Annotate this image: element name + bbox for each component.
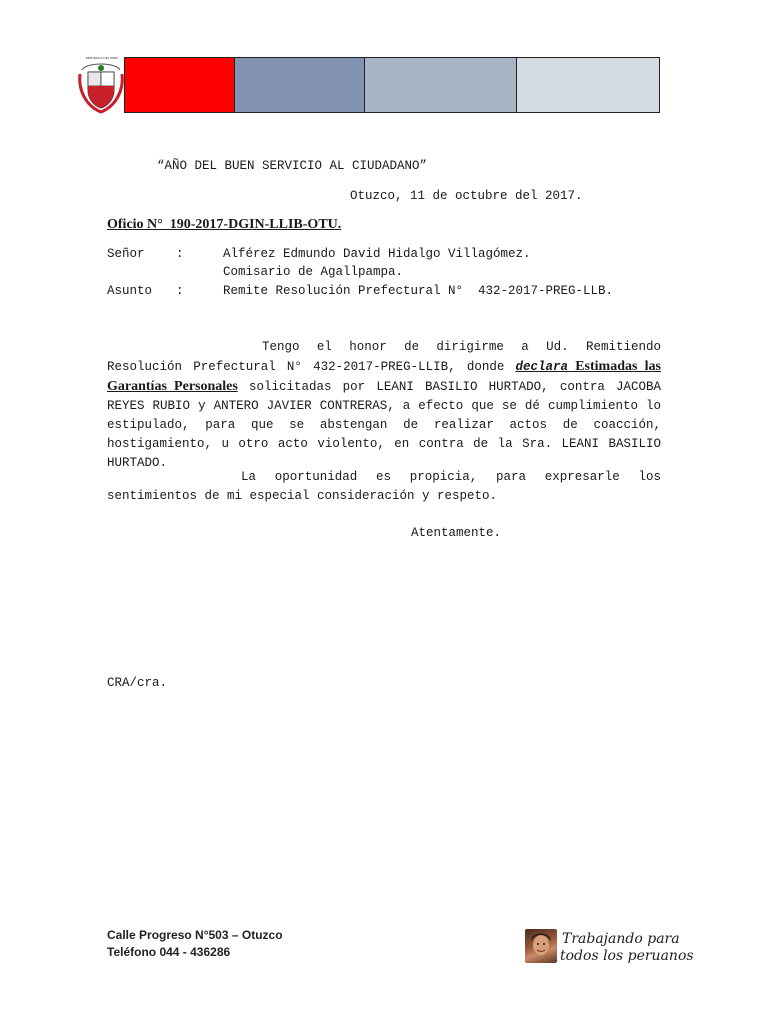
band-segment-slate	[235, 58, 365, 112]
peru-coat-of-arms-icon	[76, 56, 126, 114]
year-motto: “AÑO DEL BUEN SERVICIO AL CIUDADANO”	[157, 159, 428, 173]
band-segment-red	[125, 58, 235, 112]
body-paragraph-2: La oportunidad es propicia, para expresarle los sentimientos de mi especial consideración y respeto.	[107, 470, 661, 503]
seal-caption: REPUBLICA DEL PERU	[85, 56, 119, 60]
closing: Atentamente.	[411, 526, 502, 540]
asunto-colon: :	[176, 284, 184, 298]
place-date: Otuzco, 11 de octubre del 2017.	[350, 189, 583, 203]
body-paragraph-1	[107, 338, 661, 473]
footer-address: Calle Progreso N°503 – Otuzco	[107, 928, 283, 942]
p1-declara: declara	[515, 360, 569, 374]
asunto-text: Remite Resolución Prefectural N° 432-2017-PREG-LLB.	[223, 284, 614, 298]
senor-colon: :	[176, 247, 184, 261]
band-segment-gray-blue	[365, 58, 517, 112]
footer-phone: Teléfono 044 - 436286	[107, 945, 231, 959]
asunto-label: Asunto	[107, 284, 153, 298]
footer-slogan-line-1: Trabajando para	[562, 931, 680, 947]
band-segment-light	[517, 58, 659, 112]
footer-slogan-line-2: todos los peruanos	[560, 948, 694, 964]
senor-name: Alférez Edmundo David Hidalgo Villagómez.	[223, 247, 531, 261]
p1-rest: solicitadas por LEANI BASILIO HURTADO, contra JACOBA REYES RUBIO y ANTERO JAVIER CONTRERAS, a efecto que se dé cumplimiento lo estipulado, para que se abstengan de realizar actos de coacción, hostigamiento, u otro acto violento, en contra de la Sra. LEANI BASILIO HURTADO.	[107, 380, 662, 470]
header-color-band	[124, 57, 660, 113]
p1-garantias: Estimadas las Garantías Personales	[107, 359, 661, 394]
footer-portrait-photo	[525, 929, 557, 963]
p1-intro: Tengo el honor de dirigirme a Ud. Remitiendo Resolución Prefectural N° 432-2017-PREG-LLIB, donde	[107, 340, 661, 374]
initials: CRA/cra.	[107, 676, 168, 690]
senor-title: Comisario de Agallpampa.	[223, 265, 404, 279]
oficio-number: Oficio N° 190-2017-DGIN-LLIB-OTU.	[107, 217, 342, 232]
senor-label: Señor	[107, 247, 145, 261]
